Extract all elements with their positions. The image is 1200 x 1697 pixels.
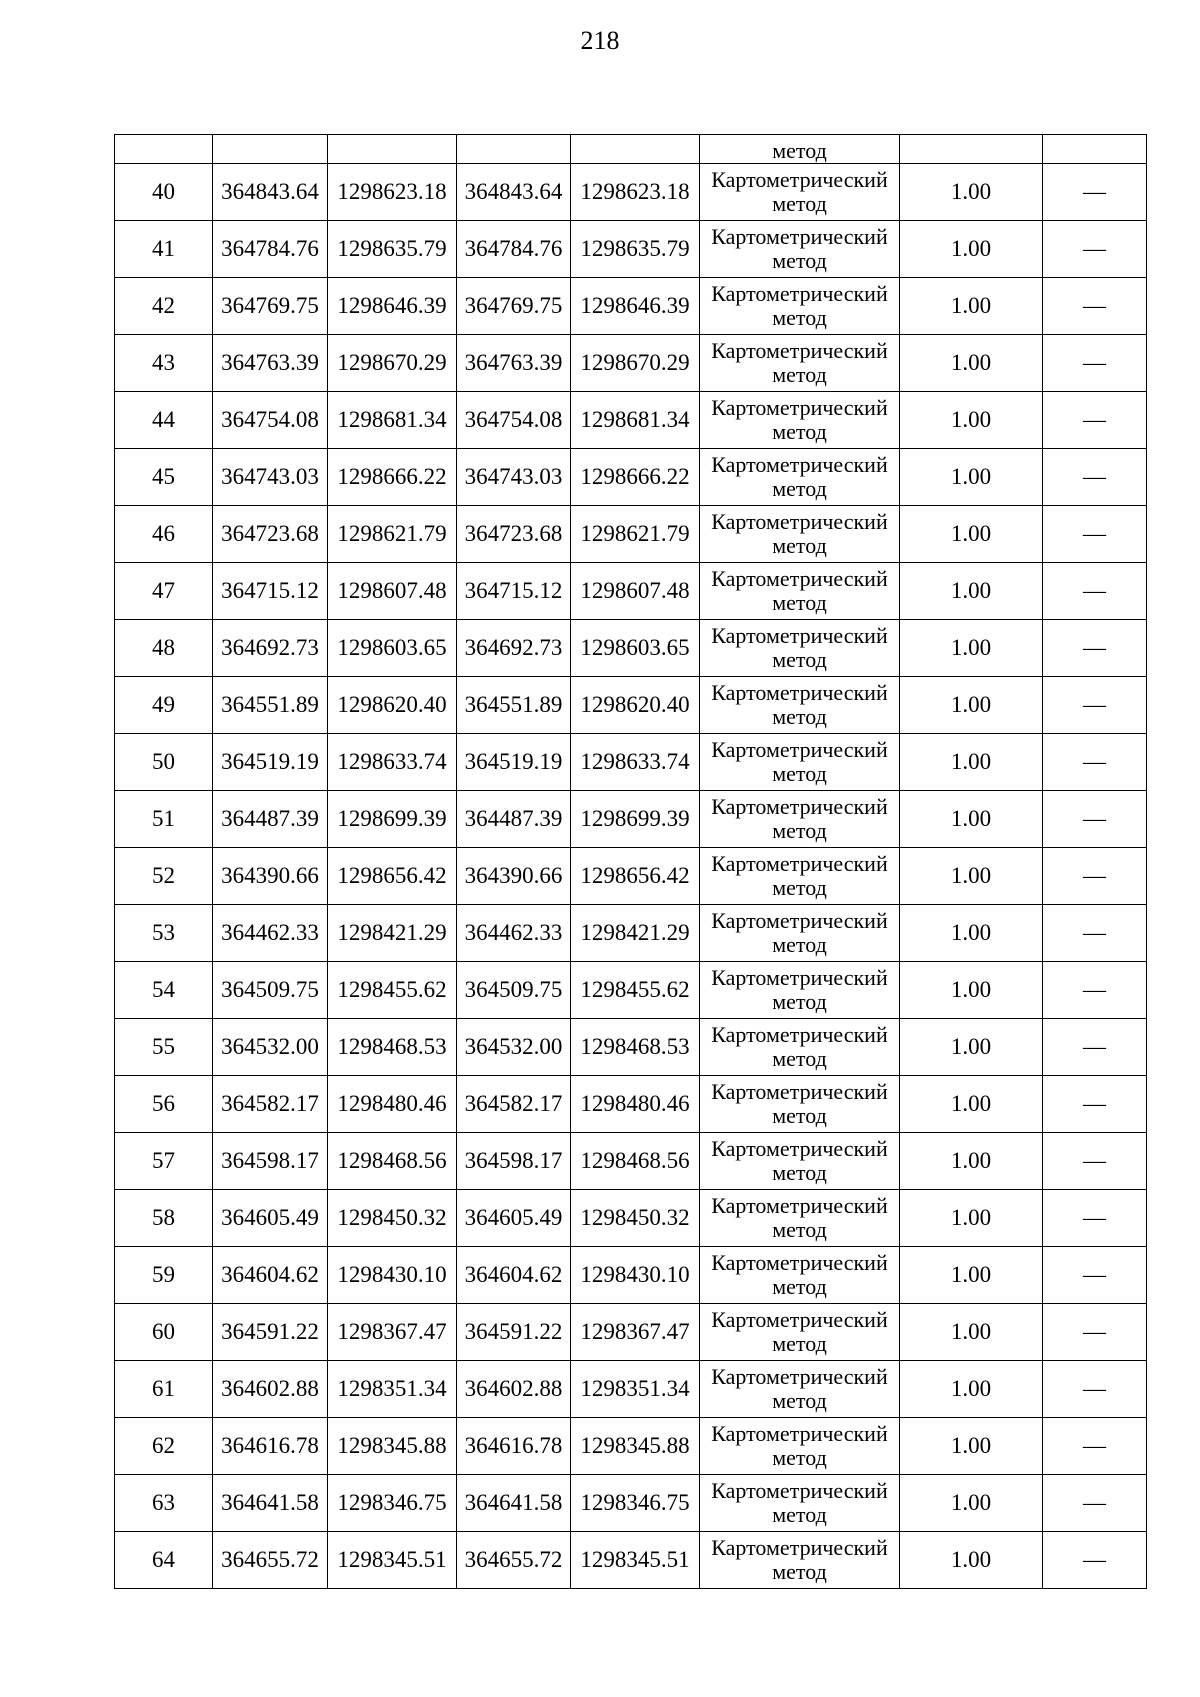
cell-y-existing: 1298450.32 xyxy=(328,1190,457,1247)
cell-x-new: 364487.39 xyxy=(457,791,571,848)
cell-method xyxy=(700,1532,900,1589)
table-row xyxy=(115,791,1147,848)
cell-note: — xyxy=(1043,1475,1147,1532)
cell-method xyxy=(700,620,900,677)
cell-y-new: 1298681.34 xyxy=(571,392,700,449)
method-text-line: метод xyxy=(772,647,827,672)
cell-x-new: 364723.68 xyxy=(457,506,571,563)
cell-y-existing: 1298367.47 xyxy=(328,1304,457,1361)
cell-y-existing: 1298635.79 xyxy=(328,221,457,278)
cell-method xyxy=(700,449,900,506)
table-row xyxy=(115,1133,1147,1190)
cell-accuracy: 1.00 xyxy=(900,791,1043,848)
cell-note: — xyxy=(1043,335,1147,392)
cell-y-existing: 1298345.51 xyxy=(328,1532,457,1589)
table-row xyxy=(115,1532,1147,1589)
cell-y-existing: 1298346.75 xyxy=(328,1475,457,1532)
cell-y-new: 1298623.18 xyxy=(571,164,700,221)
cell-method xyxy=(700,1190,900,1247)
cell-y-new: 1298421.29 xyxy=(571,905,700,962)
cell-x-new: 364582.17 xyxy=(457,1076,571,1133)
cell-note: — xyxy=(1043,677,1147,734)
method-text-line: Картометрический xyxy=(711,1478,888,1503)
cell-empty xyxy=(328,135,457,164)
method-text-line: Картометрический xyxy=(711,566,888,591)
cell-y-new: 1298455.62 xyxy=(571,962,700,1019)
table-row xyxy=(115,506,1147,563)
method-text-line: метод xyxy=(772,1217,827,1242)
cell-y-existing: 1298607.48 xyxy=(328,563,457,620)
method-text-line: метод xyxy=(772,362,827,387)
cell-y-new: 1298603.65 xyxy=(571,620,700,677)
cell-accuracy: 1.00 xyxy=(900,449,1043,506)
method-text-line: метод xyxy=(772,590,827,615)
cell-y-existing: 1298681.34 xyxy=(328,392,457,449)
cell-accuracy: 1.00 xyxy=(900,734,1043,791)
cell-x-new: 364641.58 xyxy=(457,1475,571,1532)
cell-y-new: 1298607.48 xyxy=(571,563,700,620)
cell-method xyxy=(700,1418,900,1475)
cell-empty xyxy=(213,135,328,164)
cell-method xyxy=(700,1076,900,1133)
method-text-line: Картометрический xyxy=(711,1250,888,1275)
cell-note: — xyxy=(1043,620,1147,677)
cell-accuracy: 1.00 xyxy=(900,1190,1043,1247)
table-row xyxy=(115,164,1147,221)
cell-x-existing: 364591.22 xyxy=(213,1304,328,1361)
table-row xyxy=(115,392,1147,449)
cell-point-number: 47 xyxy=(115,563,213,620)
cell-note: — xyxy=(1043,734,1147,791)
cell-method xyxy=(700,905,900,962)
cell-y-existing: 1298666.22 xyxy=(328,449,457,506)
cell-y-new: 1298620.40 xyxy=(571,677,700,734)
method-text-line: Картометрический xyxy=(711,224,888,249)
method-text-line: метод xyxy=(772,1559,827,1584)
method-text-line: метод xyxy=(772,875,827,900)
cell-y-new: 1298621.79 xyxy=(571,506,700,563)
table-row xyxy=(115,905,1147,962)
cell-accuracy: 1.00 xyxy=(900,278,1043,335)
method-text-line: метод xyxy=(772,191,827,216)
cell-y-existing: 1298633.74 xyxy=(328,734,457,791)
cell-x-existing: 364602.88 xyxy=(213,1361,328,1418)
cell-x-existing: 364582.17 xyxy=(213,1076,328,1133)
method-text-line: метод xyxy=(772,704,827,729)
cell-y-existing: 1298620.40 xyxy=(328,677,457,734)
cell-method xyxy=(700,1361,900,1418)
cell-x-new: 364598.17 xyxy=(457,1133,571,1190)
cell-accuracy: 1.00 xyxy=(900,1361,1043,1418)
method-text-line: Картометрический xyxy=(711,794,888,819)
cell-x-existing: 364769.75 xyxy=(213,278,328,335)
cell-y-existing: 1298656.42 xyxy=(328,848,457,905)
table-row xyxy=(115,335,1147,392)
cell-x-existing: 364715.12 xyxy=(213,563,328,620)
cell-method xyxy=(700,962,900,1019)
cell-point-number: 63 xyxy=(115,1475,213,1532)
cell-accuracy: 1.00 xyxy=(900,1076,1043,1133)
cell-x-new: 364390.66 xyxy=(457,848,571,905)
method-text-line: метод xyxy=(772,1046,827,1071)
method-text-line: Картометрический xyxy=(711,1136,888,1161)
cell-y-existing: 1298699.39 xyxy=(328,791,457,848)
cell-note: — xyxy=(1043,1133,1147,1190)
cell-y-existing: 1298623.18 xyxy=(328,164,457,221)
cell-y-new: 1298346.75 xyxy=(571,1475,700,1532)
cell-accuracy: 1.00 xyxy=(900,1418,1043,1475)
cell-note: — xyxy=(1043,962,1147,1019)
cell-x-new: 364532.00 xyxy=(457,1019,571,1076)
cell-x-new: 364605.49 xyxy=(457,1190,571,1247)
cell-method-continuation: метод xyxy=(700,135,900,164)
cell-point-number: 51 xyxy=(115,791,213,848)
cell-x-existing: 364487.39 xyxy=(213,791,328,848)
cell-point-number: 40 xyxy=(115,164,213,221)
cell-x-new: 364591.22 xyxy=(457,1304,571,1361)
method-text-line: Картометрический xyxy=(711,965,888,990)
cell-y-new: 1298468.53 xyxy=(571,1019,700,1076)
table-row xyxy=(115,221,1147,278)
cell-x-existing: 364605.49 xyxy=(213,1190,328,1247)
table-row xyxy=(115,734,1147,791)
cell-point-number: 58 xyxy=(115,1190,213,1247)
method-text-line: Картометрический xyxy=(711,452,888,477)
cell-y-existing: 1298351.34 xyxy=(328,1361,457,1418)
cell-note: — xyxy=(1043,392,1147,449)
cell-note: — xyxy=(1043,1076,1147,1133)
cell-method xyxy=(700,1133,900,1190)
method-text-line: метод xyxy=(772,761,827,786)
cell-accuracy: 1.00 xyxy=(900,677,1043,734)
cell-accuracy: 1.00 xyxy=(900,1133,1043,1190)
cell-note: — xyxy=(1043,1418,1147,1475)
cell-method xyxy=(700,164,900,221)
method-text-line: метод xyxy=(772,533,827,558)
cell-x-new: 364604.62 xyxy=(457,1247,571,1304)
cell-y-existing: 1298480.46 xyxy=(328,1076,457,1133)
cell-x-new: 364769.75 xyxy=(457,278,571,335)
cell-accuracy: 1.00 xyxy=(900,335,1043,392)
cell-y-existing: 1298455.62 xyxy=(328,962,457,1019)
cell-point-number: 43 xyxy=(115,335,213,392)
cell-x-existing: 364843.64 xyxy=(213,164,328,221)
cell-accuracy: 1.00 xyxy=(900,1304,1043,1361)
table-row xyxy=(115,677,1147,734)
method-text-line: Картометрический xyxy=(711,623,888,648)
cell-x-new: 364602.88 xyxy=(457,1361,571,1418)
table-row xyxy=(115,1361,1147,1418)
cell-x-existing: 364509.75 xyxy=(213,962,328,1019)
cell-accuracy: 1.00 xyxy=(900,962,1043,1019)
cell-accuracy: 1.00 xyxy=(900,392,1043,449)
method-text-line: метод xyxy=(772,989,827,1014)
method-text-line: Картометрический xyxy=(711,509,888,534)
cell-empty xyxy=(571,135,700,164)
table-row xyxy=(115,278,1147,335)
cell-method xyxy=(700,1247,900,1304)
method-text-line: метод xyxy=(772,1103,827,1128)
cell-y-existing: 1298421.29 xyxy=(328,905,457,962)
cell-point-number: 56 xyxy=(115,1076,213,1133)
cell-x-existing: 364532.00 xyxy=(213,1019,328,1076)
cell-y-existing: 1298468.56 xyxy=(328,1133,457,1190)
table-row xyxy=(115,1475,1147,1532)
cell-y-new: 1298670.29 xyxy=(571,335,700,392)
cell-point-number: 54 xyxy=(115,962,213,1019)
cell-note: — xyxy=(1043,164,1147,221)
cell-note: — xyxy=(1043,221,1147,278)
cell-y-existing: 1298646.39 xyxy=(328,278,457,335)
cell-note: — xyxy=(1043,791,1147,848)
method-text-line: метод xyxy=(772,1445,827,1470)
cell-point-number: 64 xyxy=(115,1532,213,1589)
cell-empty xyxy=(457,135,571,164)
cell-x-new: 364655.72 xyxy=(457,1532,571,1589)
cell-method xyxy=(700,392,900,449)
cell-y-new: 1298450.32 xyxy=(571,1190,700,1247)
cell-note: — xyxy=(1043,563,1147,620)
cell-y-new: 1298633.74 xyxy=(571,734,700,791)
table-row xyxy=(115,848,1147,905)
table-row xyxy=(115,1304,1147,1361)
cell-note: — xyxy=(1043,1247,1147,1304)
cell-point-number: 59 xyxy=(115,1247,213,1304)
cell-method xyxy=(700,677,900,734)
cell-x-existing: 364763.39 xyxy=(213,335,328,392)
cell-x-new: 364843.64 xyxy=(457,164,571,221)
cell-y-existing: 1298468.53 xyxy=(328,1019,457,1076)
cell-empty xyxy=(900,135,1043,164)
cell-note: — xyxy=(1043,506,1147,563)
cell-y-existing: 1298345.88 xyxy=(328,1418,457,1475)
cell-accuracy: 1.00 xyxy=(900,1532,1043,1589)
cell-x-existing: 364754.08 xyxy=(213,392,328,449)
method-text-line: Картометрический xyxy=(711,851,888,876)
method-text-line: метод xyxy=(772,1502,827,1527)
cell-point-number: 41 xyxy=(115,221,213,278)
cell-accuracy: 1.00 xyxy=(900,1475,1043,1532)
method-text-line: метод xyxy=(772,818,827,843)
cell-x-new: 364763.39 xyxy=(457,335,571,392)
table-row-continuation xyxy=(115,135,1147,164)
cell-note: — xyxy=(1043,1190,1147,1247)
table-row xyxy=(115,1076,1147,1133)
cell-method xyxy=(700,335,900,392)
cell-y-new: 1298468.56 xyxy=(571,1133,700,1190)
cell-x-new: 364715.12 xyxy=(457,563,571,620)
cell-y-existing: 1298603.65 xyxy=(328,620,457,677)
cell-method xyxy=(700,1304,900,1361)
method-text-line: метод xyxy=(772,1388,827,1413)
cell-point-number: 48 xyxy=(115,620,213,677)
cell-x-existing: 364616.78 xyxy=(213,1418,328,1475)
method-text-line: Картометрический xyxy=(711,395,888,420)
method-text-line: Картометрический xyxy=(711,1364,888,1389)
cell-method xyxy=(700,1475,900,1532)
method-text-line: Картометрический xyxy=(711,1079,888,1104)
cell-point-number: 44 xyxy=(115,392,213,449)
method-text-line: Картометрический xyxy=(711,338,888,363)
page-number: 218 xyxy=(580,26,620,55)
table-row xyxy=(115,1190,1147,1247)
cell-x-existing: 364551.89 xyxy=(213,677,328,734)
cell-y-new: 1298646.39 xyxy=(571,278,700,335)
cell-method xyxy=(700,1019,900,1076)
table-row xyxy=(115,563,1147,620)
cell-y-new: 1298367.47 xyxy=(571,1304,700,1361)
table-row xyxy=(115,1019,1147,1076)
method-text-line: метод xyxy=(772,248,827,273)
cell-note: — xyxy=(1043,449,1147,506)
coordinates-table xyxy=(114,134,1147,1589)
cell-x-existing: 364641.58 xyxy=(213,1475,328,1532)
cell-y-new: 1298480.46 xyxy=(571,1076,700,1133)
cell-x-existing: 364784.76 xyxy=(213,221,328,278)
method-text-line: метод xyxy=(772,1274,827,1299)
cell-y-new: 1298699.39 xyxy=(571,791,700,848)
cell-accuracy: 1.00 xyxy=(900,848,1043,905)
cell-note: — xyxy=(1043,848,1147,905)
cell-method xyxy=(700,221,900,278)
cell-accuracy: 1.00 xyxy=(900,221,1043,278)
method-text-line: Картометрический xyxy=(711,1193,888,1218)
method-text-line: Картометрический xyxy=(711,1535,888,1560)
cell-point-number: 57 xyxy=(115,1133,213,1190)
cell-x-existing: 364692.73 xyxy=(213,620,328,677)
cell-note: — xyxy=(1043,905,1147,962)
cell-note: — xyxy=(1043,1019,1147,1076)
cell-x-new: 364754.08 xyxy=(457,392,571,449)
table-row xyxy=(115,1247,1147,1304)
cell-point-number: 52 xyxy=(115,848,213,905)
cell-x-new: 364519.19 xyxy=(457,734,571,791)
cell-point-number: 50 xyxy=(115,734,213,791)
cell-point-number: 42 xyxy=(115,278,213,335)
cell-point-number: 46 xyxy=(115,506,213,563)
method-text-line: Картометрический xyxy=(711,281,888,306)
method-text-line: Картометрический xyxy=(711,908,888,933)
cell-x-new: 364509.75 xyxy=(457,962,571,1019)
cell-method xyxy=(700,848,900,905)
cell-accuracy: 1.00 xyxy=(900,164,1043,221)
cell-x-existing: 364604.62 xyxy=(213,1247,328,1304)
method-text-line: метод xyxy=(772,1331,827,1356)
cell-y-existing: 1298430.10 xyxy=(328,1247,457,1304)
cell-point-number: 45 xyxy=(115,449,213,506)
cell-empty xyxy=(1043,135,1147,164)
cell-method xyxy=(700,791,900,848)
cell-y-new: 1298345.51 xyxy=(571,1532,700,1589)
cell-x-existing: 364723.68 xyxy=(213,506,328,563)
cell-y-existing: 1298621.79 xyxy=(328,506,457,563)
cell-y-new: 1298351.34 xyxy=(571,1361,700,1418)
cell-x-new: 364743.03 xyxy=(457,449,571,506)
method-text-line: метод xyxy=(772,1160,827,1185)
cell-x-existing: 364519.19 xyxy=(213,734,328,791)
cell-note: — xyxy=(1043,278,1147,335)
method-text-line: Картометрический xyxy=(711,737,888,762)
cell-point-number: 61 xyxy=(115,1361,213,1418)
cell-accuracy: 1.00 xyxy=(900,620,1043,677)
method-text-line: Картометрический xyxy=(711,680,888,705)
cell-y-new: 1298430.10 xyxy=(571,1247,700,1304)
cell-x-new: 364551.89 xyxy=(457,677,571,734)
table-row xyxy=(115,620,1147,677)
cell-x-new: 364784.76 xyxy=(457,221,571,278)
table-row xyxy=(115,1418,1147,1475)
cell-point-number: 62 xyxy=(115,1418,213,1475)
cell-accuracy: 1.00 xyxy=(900,506,1043,563)
cell-accuracy: 1.00 xyxy=(900,1247,1043,1304)
method-text-line: Картометрический xyxy=(711,1307,888,1332)
cell-y-new: 1298656.42 xyxy=(571,848,700,905)
method-text-line: метод xyxy=(772,305,827,330)
cell-x-existing: 364462.33 xyxy=(213,905,328,962)
cell-x-existing: 364743.03 xyxy=(213,449,328,506)
cell-point-number: 53 xyxy=(115,905,213,962)
cell-x-new: 364692.73 xyxy=(457,620,571,677)
method-text-line: метод xyxy=(772,932,827,957)
table-row xyxy=(115,962,1147,1019)
method-text-line: Картометрический xyxy=(711,1421,888,1446)
cell-x-new: 364462.33 xyxy=(457,905,571,962)
table-row xyxy=(115,449,1147,506)
method-text-line: метод xyxy=(772,419,827,444)
cell-accuracy: 1.00 xyxy=(900,563,1043,620)
cell-y-new: 1298635.79 xyxy=(571,221,700,278)
method-text-line: Картометрический xyxy=(711,167,888,192)
cell-accuracy: 1.00 xyxy=(900,1019,1043,1076)
cell-x-new: 364616.78 xyxy=(457,1418,571,1475)
cell-method xyxy=(700,506,900,563)
cell-point-number: 60 xyxy=(115,1304,213,1361)
cell-note: — xyxy=(1043,1304,1147,1361)
cell-y-new: 1298666.22 xyxy=(571,449,700,506)
cell-x-existing: 364655.72 xyxy=(213,1532,328,1589)
cell-y-new: 1298345.88 xyxy=(571,1418,700,1475)
cell-note: — xyxy=(1043,1532,1147,1589)
cell-point-number: 49 xyxy=(115,677,213,734)
cell-x-existing: 364598.17 xyxy=(213,1133,328,1190)
cell-method xyxy=(700,563,900,620)
cell-x-existing: 364390.66 xyxy=(213,848,328,905)
method-text-line: метод xyxy=(772,476,827,501)
cell-point-number: 55 xyxy=(115,1019,213,1076)
cell-y-existing: 1298670.29 xyxy=(328,335,457,392)
cell-note: — xyxy=(1043,1361,1147,1418)
cell-accuracy: 1.00 xyxy=(900,905,1043,962)
method-text-line: Картометрический xyxy=(711,1022,888,1047)
cell-empty xyxy=(115,135,213,164)
cell-method xyxy=(700,278,900,335)
cell-method xyxy=(700,734,900,791)
